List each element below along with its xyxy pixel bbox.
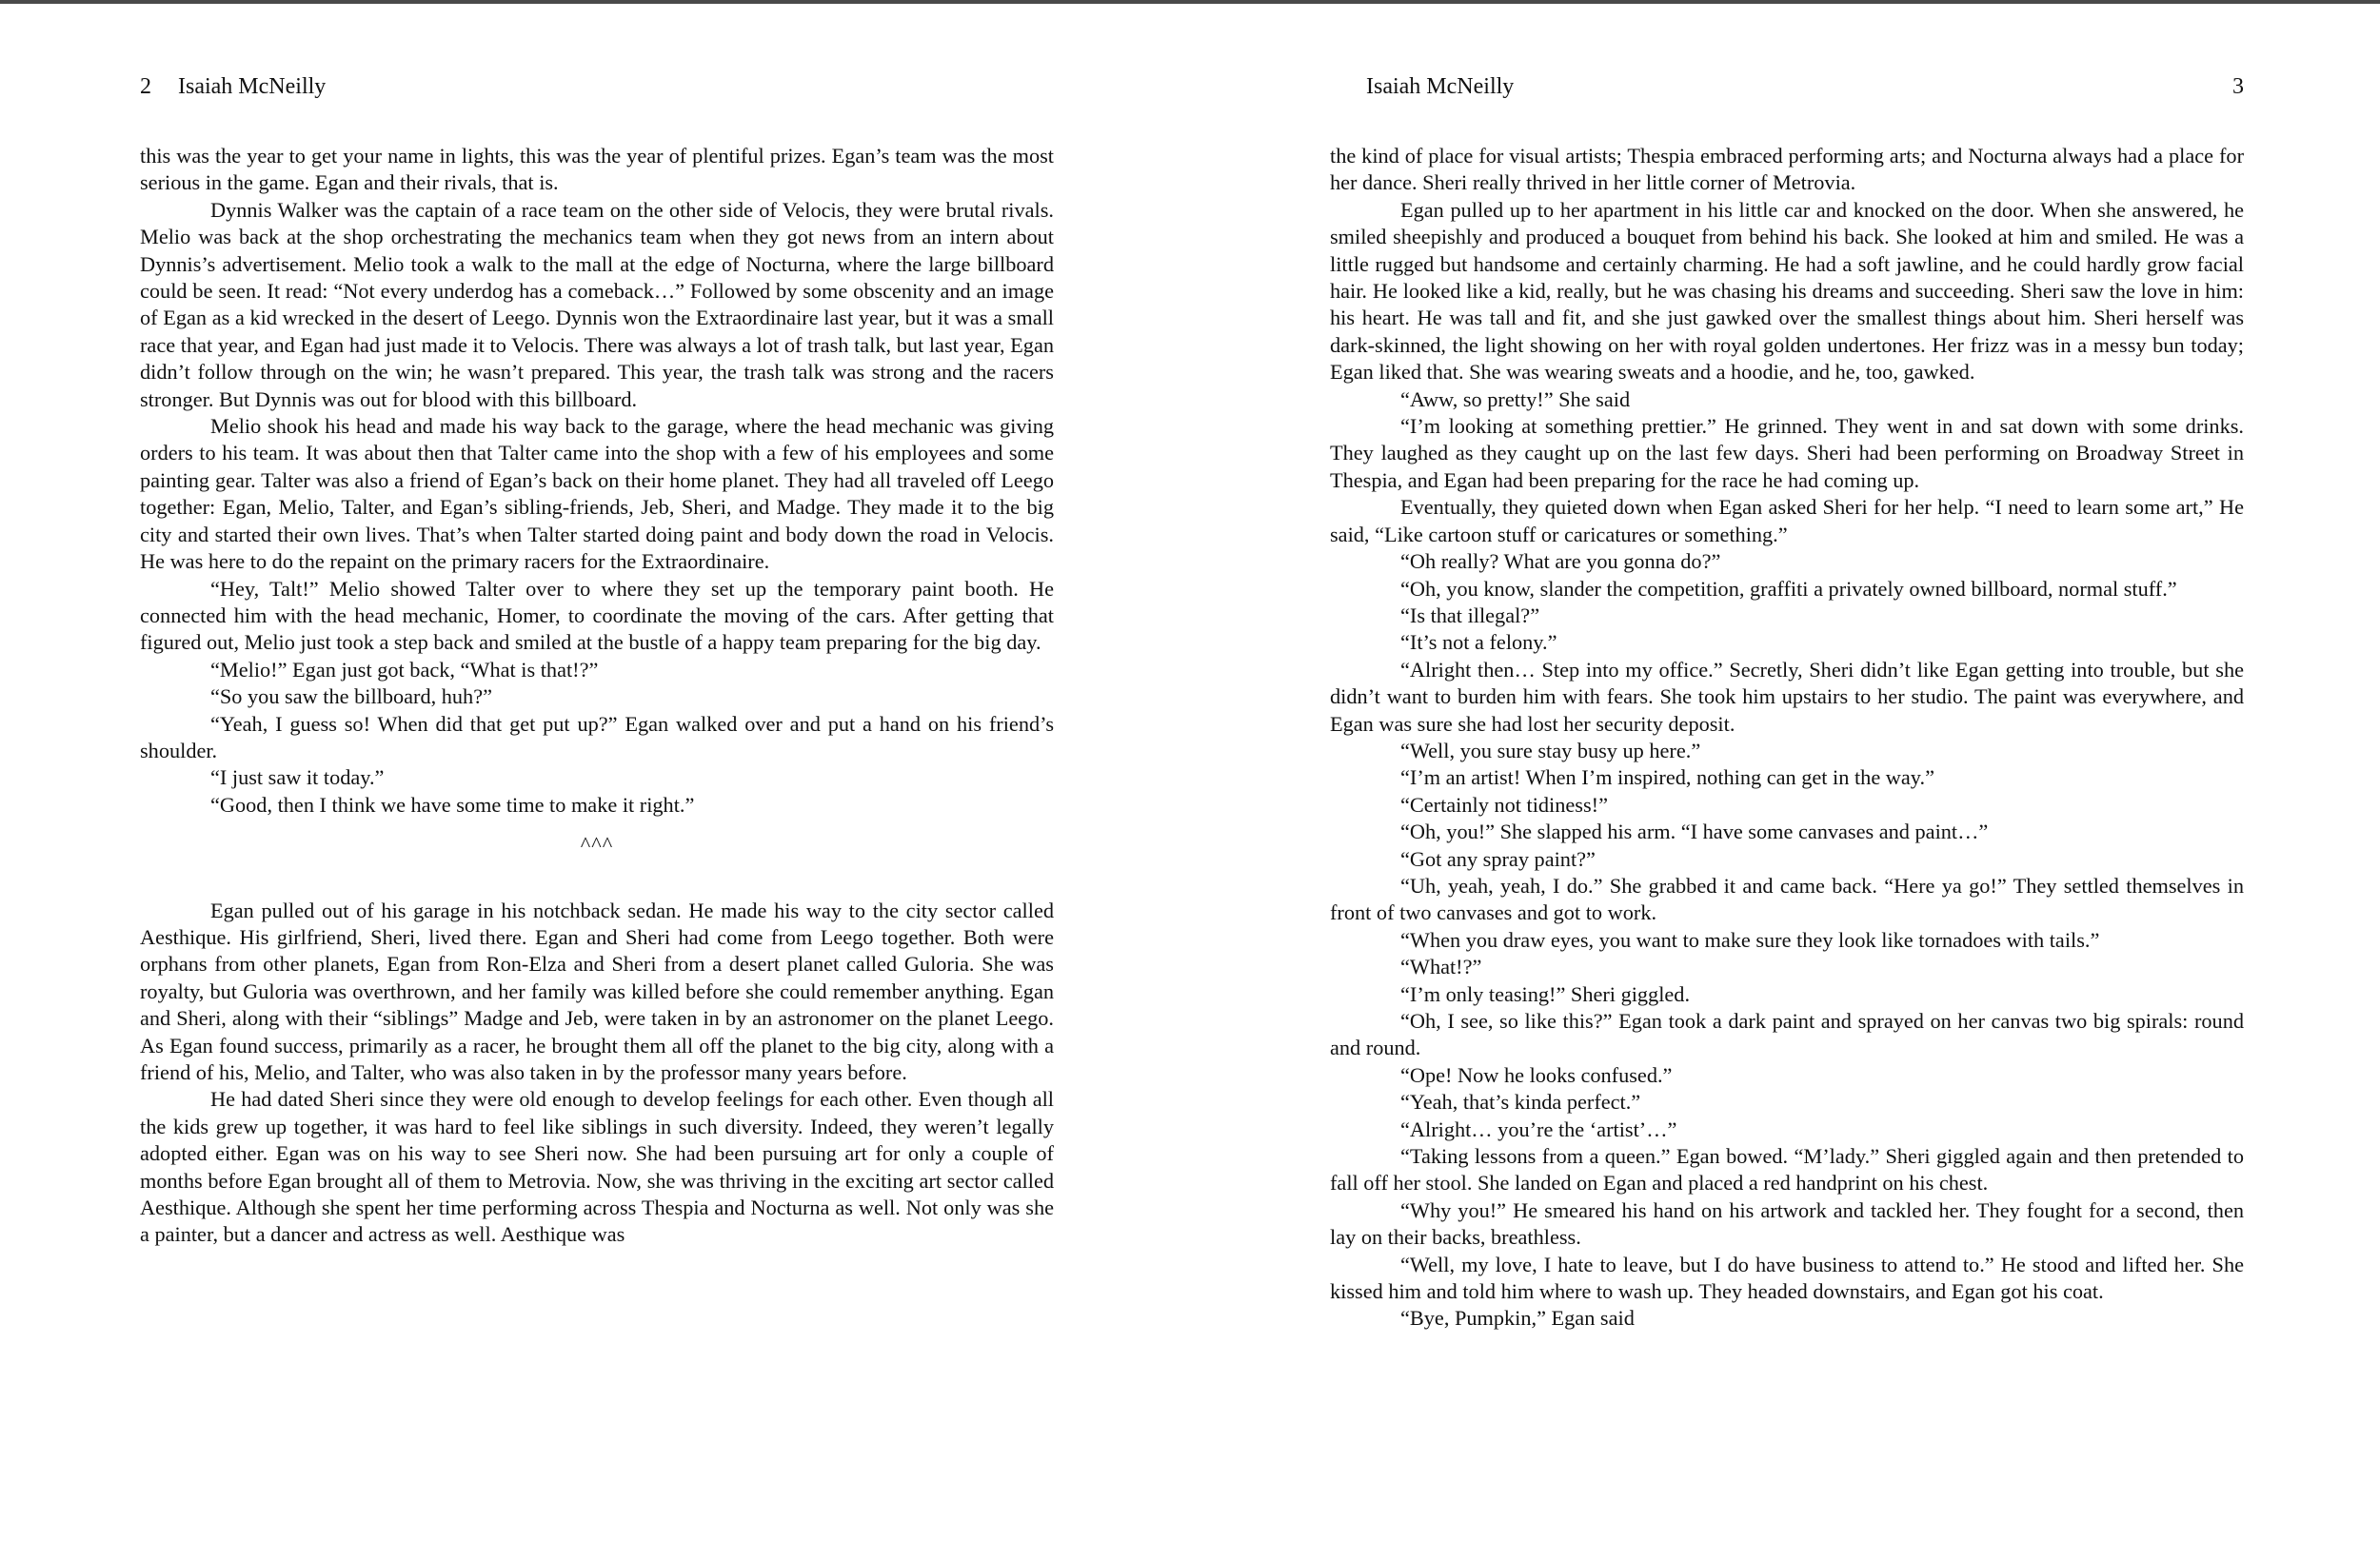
running-head-author: Isaiah McNeilly	[1366, 74, 1515, 99]
paragraph: “Uh, yeah, yeah, I do.” She grabbed it and came back. “Here ya go!” They settled themselves in front of two canvases and got to work.	[1330, 873, 2244, 925]
dialogue-line: “I just saw it today.”	[210, 765, 385, 790]
dialogue-line: “Oh really? What are you gonna do?”	[1400, 549, 1721, 574]
paragraph: this was the year to get your name in lights, this was the year of plentiful prizes. Egan’s team was the most serious in the game. Egan and their rivals, that is.	[140, 144, 1054, 195]
paragraph: “Taking lessons from a queen.” Egan bowed. “M’lady.” Sheri giggled again and then pretended to fall off her stool. She landed on Egan and placed a red handprint on his chest.	[1330, 1144, 2244, 1196]
dialogue-line: “Oh, you know, slander the competition, graffiti a privately owned billboard, normal stuff.”	[1400, 576, 2177, 601]
paragraph: “Oh, I see, so like this?” Egan took a dark paint and sprayed on her canvas two big spirals: round and round.	[1330, 1009, 2244, 1060]
dialogue-line: “Melio!” Egan just got back, “What is that!?”	[210, 657, 599, 682]
dialogue-line: “Good, then I think we have some time to make it right.”	[210, 792, 695, 817]
right-page	[1330, 0, 2244, 1542]
paragraph: Egan pulled out of his garage in his notchback sedan. He made his way to the city sector called Aesthique. His girlfriend, Sheri, lived there. Egan and Sheri had come from Leego together. Both were orphans from other planets, Egan from Ron-Elza and Sheri from a desert planet called Guloria. She was royalty, but Guloria was overthrown, and her family was killed before she could remember anything. Egan and Sheri, along with their “siblings” Madge and Jeb, were taken in by an astronomer on the planet Leego. As Egan found success, primarily as a racer, he brought them all off the planet to the big city, along with a friend of his, Melio, and Talter, who was also taken in by the professor many years before.	[140, 898, 1054, 1084]
paragraph: Melio shook his head and made his way back to the garage, where the head mechanic was giving orders to his team. It was about then that Talter came into the shop with a few of his employees and some painting gear. Talter was also a friend of Egan’s back on their home planet. They had all traveled off Leego together: Egan, Melio, Talter, and Egan’s sibling-friends, Jeb, Sheri, and Madge. They made it to the big city and started their own lives. That’s when Talter started doing paint and body down the road in Velocis. He was here to do the repaint on the primary racers for the Extraordinaire.	[140, 414, 1054, 574]
dialogue-line: “Oh, you!” She slapped his arm. “I have some canvases and paint…”	[1400, 820, 1989, 844]
right-page-body	[1330, 143, 2244, 1333]
running-head-author: Isaiah McNeilly	[178, 74, 327, 99]
paragraph: Eventually, they quieted down when Egan asked Sheri for her help. “I need to learn some art,” He said, “Like cartoon stuff or caricatures or something.”	[1330, 495, 2244, 546]
dialogue-line: “It’s not a felony.”	[1400, 630, 1557, 655]
paragraph: Egan pulled up to her apartment in his little car and knocked on the door. When she answered, he smiled sheepishly and produced a bouquet from behind his back. She looked at him and smiled. He was a little rugged but handsome and certainly charming. He had a soft jawline, and he could hardly grow facial hair. He looked like a kid, really, but he was chasing his dreams and succeeding. Sheri saw the love in him: his heart. He was tall and fit, and she just gawked over the smallest things about him. Sheri herself was dark-skinned, the light showing on her with royal golden undertones. Her frizz was in a messy bun today; Egan liked that. She was wearing sweats and a hoodie, and he, too, gawked.	[1330, 197, 2244, 385]
dialogue-line: “So you saw the billboard, huh?”	[210, 684, 492, 709]
paragraph: He had dated Sheri since they were old enough to develop feelings for each other. Even though all the kids grew up together, it was hard to feel like siblings in such diversity. Indeed, they weren’t legally adopted either. Egan was on his way to see Sheri now. She had been pursuing art for only a couple of months before Egan brought all of them to Metrovia. Now, she was thriving in the exciting art sector called Aesthique. Although she spent her time performing across Thespia and Nocturna as well. Not only was she a painter, but a dancer and actress as well. Aesthique was	[140, 1087, 1054, 1247]
paragraph: “Yeah, I guess so! When did that get put up?” Egan walked over and put a hand on his friend’s shoulder.	[140, 711, 1054, 762]
dialogue-line: “Certainly not tidiness!”	[1400, 792, 1608, 817]
dialogue-line: “I’m an artist! When I’m inspired, nothing can get in the way.”	[1400, 765, 1934, 790]
dialogue-line: “Is that illegal?”	[1400, 603, 1540, 627]
dialogue-line: “I’m only teasing!” Sheri giggled.	[1400, 981, 1691, 1006]
dialogue-line: “What!?”	[1400, 955, 1482, 979]
dialogue-line: “Well, you sure stay busy up here.”	[1400, 738, 1701, 762]
dialogue-line: “Got any spray paint?”	[1400, 846, 1596, 871]
paragraph: “Hey, Talt!” Melio showed Talter over to where they set up the temporary paint booth. He connected him with the head mechanic, Homer, to coordinate the moving of the cars. After getting that figured out, Melio just took a step back and smiled at the bustle of a happy team preparing for the big day.	[140, 576, 1054, 655]
dialogue-line: “Yeah, that’s kinda perfect.”	[1400, 1090, 1641, 1115]
dialogue-line: “When you draw eyes, you want to make sure they look like tornadoes with tails.”	[1400, 927, 2100, 952]
scene-break: ^^^	[580, 832, 614, 857]
dialogue-line: “Aww, so pretty!” She said	[1400, 386, 1631, 411]
paragraph: “Why you!” He smeared his hand on his artwork and tackled her. They fought for a second, then lay on their backs, breathless.	[1330, 1197, 2244, 1250]
page-number: 3	[2232, 74, 2244, 99]
paragraph: the kind of place for visual artists; Thespia embraced performing arts; and Nocturna always had a place for her dance. Sheri really thrived in her little corner of Metrovia.	[1330, 144, 2244, 195]
dialogue-line: “Ope! Now he looks confused.”	[1400, 1062, 1673, 1087]
left-page-body	[140, 143, 1054, 1249]
paragraph: “Well, my love, I hate to leave, but I do have business to attend to.” He stood and lifted her. She kissed him and told him where to wash up. They headed downstairs, and Egan got his coat.	[1330, 1252, 2244, 1304]
left-page	[140, 0, 1054, 1542]
paragraph: Dynnis Walker was the captain of a race team on the other side of Velocis, they were brutal rivals. Melio was back at the shop orchestrating the mechanics team when they got news from an intern about Dynnis’s advertisement. Melio took a walk to the mall at the edge of Nocturna, where the large billboard could be seen. It read: “Not every underdog has a comeback…” Followed by some obscenity and an image of Egan as a kid wrecked in the desert of Leego. Dynnis won the Extraordinaire last year, but it was a small race that year, and Egan had just made it to Velocis. There was always a lot of trash talk, but last year, Egan didn’t follow through on the win; he wasn’t prepared. This year, the trash talk was strong and the racers stronger. But Dynnis was out for blood with this billboard.	[140, 197, 1054, 411]
paragraph: “Alright then… Step into my office.” Secretly, Sheri didn’t like Egan getting into trouble, but she didn’t want to burden him with fears. She took him upstairs to her studio. The paint was everywhere, and Egan was sure she had lost her security deposit.	[1330, 657, 2244, 736]
dialogue-line: “Alright… you’re the ‘artist’…”	[1400, 1117, 1677, 1141]
page-number: 2	[140, 74, 151, 99]
paragraph: “I’m looking at something prettier.” He grinned. They went in and sat down with some drinks. They laughed as they caught up on the last few days. Sheri had been performing on Broadway Street in Thespia, and Egan had been preparing for the race he had coming up.	[1330, 414, 2244, 492]
dialogue-line: “Bye, Pumpkin,” Egan said	[1400, 1306, 1635, 1331]
